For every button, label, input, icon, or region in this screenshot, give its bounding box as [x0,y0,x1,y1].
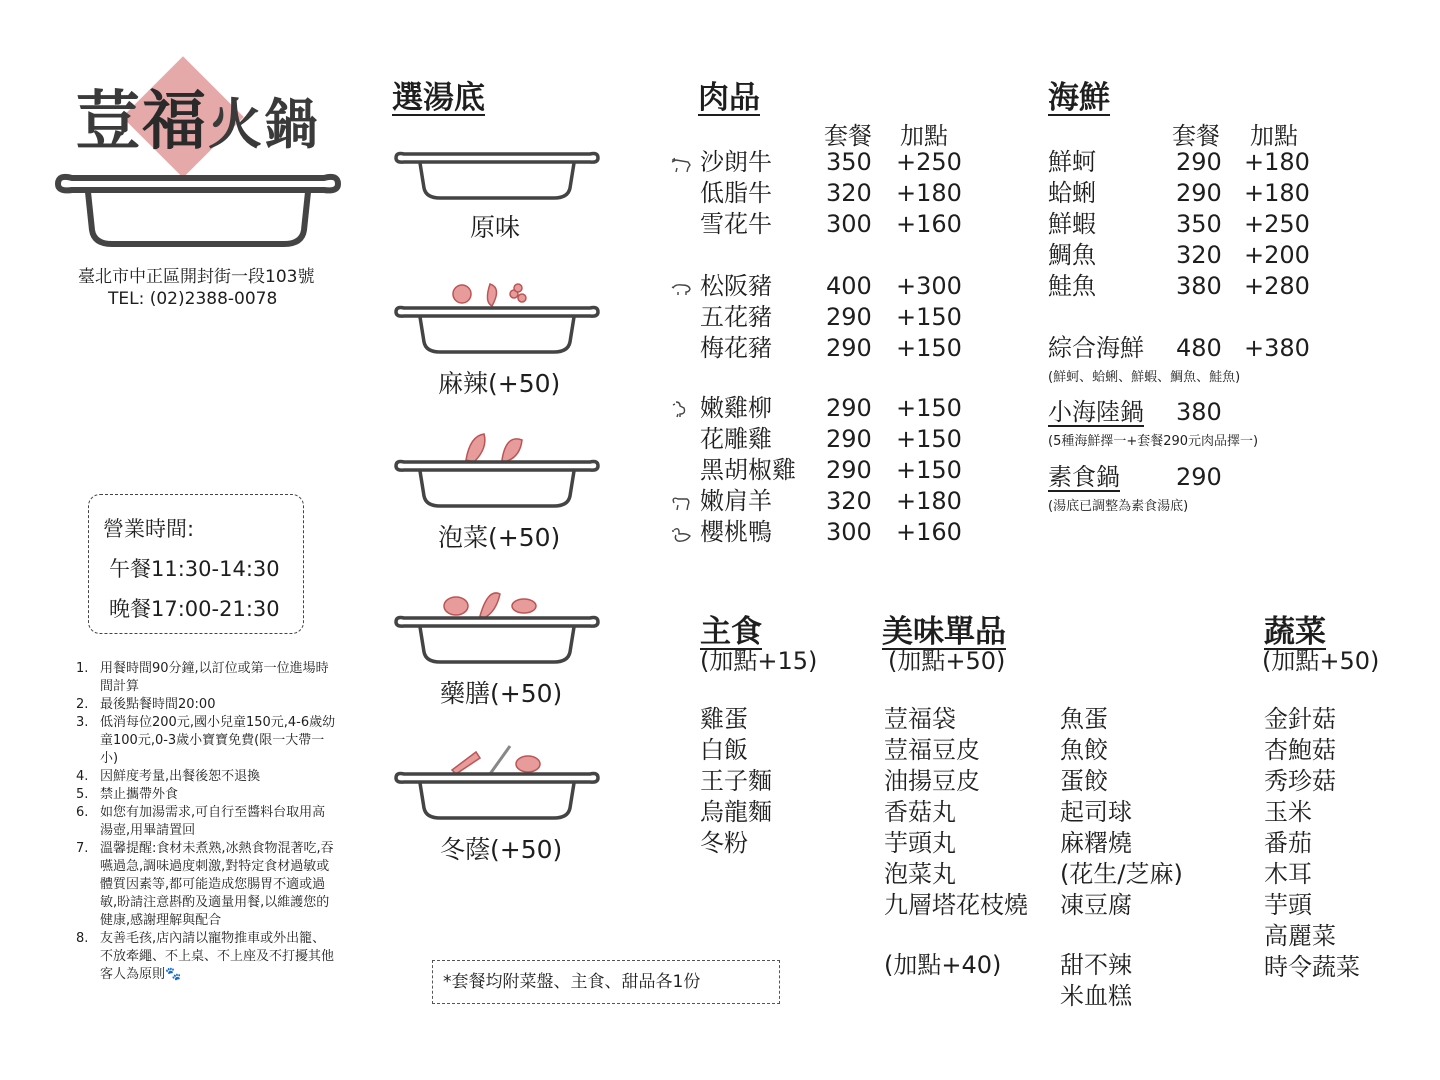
list-item: 烏龍麵 [700,798,772,826]
list-item: 九層塔花枝燒 [884,891,1028,919]
list-item: 冬粉 [700,829,748,857]
soup-item: 泡菜(+50) [438,523,561,552]
hours-title: 營業時間: [103,517,195,541]
soup-pot-icon [392,146,602,202]
list-item: 麻糬燒 [1060,829,1132,857]
veg-title: 蔬菜 [1264,614,1326,650]
rule-item: 2. 最後點餐時間20:00 [76,697,216,712]
logo-char-3: 火鍋 [208,93,320,156]
duck-icon [670,526,692,544]
soup-item: 冬蔭(+50) [440,835,563,864]
veg-list [1264,704,1360,983]
soup-title: 選湯底 [392,80,485,116]
meat-col-set: 套餐 [824,122,872,150]
list-item: 起司球 [1060,798,1132,826]
seafood-combo-note: (鮮蚵、蛤蜊、鮮蝦、鯛魚、鮭魚) [1048,370,1241,385]
single-title: 美味單品 [882,614,1006,650]
hours-lunch: 午餐11:30-14:30 [109,557,280,581]
rule-item: 1. 用餐時間90分鐘,以訂位或第一位進場時間計算 [76,661,329,694]
single-list-3 [1060,950,1132,1012]
herbal-soup-pot-icon [392,586,602,666]
list-item: 蛋餃 [1060,767,1108,795]
rule-item: 6. 如您有加湯需求,可自行至醬料台取用高湯壺,用畢請置回 [76,805,326,838]
small-pot-note: (5種海鮮擇一+套餐290元肉品擇一) [1048,434,1259,449]
list-item: (花生/芝麻) [1060,860,1183,888]
list-item: 高麗菜 [1264,922,1336,950]
list-item: 時令蔬菜 [1264,953,1360,981]
hours-dinner: 晚餐17:00-21:30 [109,597,280,621]
staple-title: 主食 [700,614,762,650]
single-list-1 [884,704,1028,921]
list-item: 芋頭丸 [884,829,956,857]
veg-pot-note: (湯底已調整為素食湯底) [1048,499,1189,514]
rule-item: 8. 友善毛孩,店內請以寵物推車或外出籠、不放牽繩、不上桌、不上座及不打擾其他客人為原則🐾 [76,931,335,982]
seafood-col-set: 套餐 [1172,122,1220,150]
spicy-soup-pot-icon [392,276,602,356]
logo-char-1: 荳 [76,85,142,159]
rule-item: 3. 低消每位200元,國小兒童150元,4-6歲幼童100元,0-3歲小寶寶免費(限一大帶一小) [76,715,336,766]
seafood-col-add: 加點 [1250,122,1298,150]
list-item: 荳福袋 [884,705,956,733]
list-item: 金針菇 [1264,705,1336,733]
address: 臺北市中正區開封街一段103號 [78,267,315,287]
list-item: 玉米 [1264,798,1312,826]
list-item: 木耳 [1264,860,1312,888]
veg-sub: (加點+50) [1262,647,1380,675]
soup-item: 麻辣(+50) [438,369,561,398]
soup-item: 藥膳(+50) [440,679,563,708]
list-item: 米血糕 [1060,982,1132,1010]
kimchi-soup-pot-icon [392,430,602,510]
list-item: 油揚豆皮 [884,767,980,795]
list-item: 魚餃 [1060,736,1108,764]
meat-col-add: 加點 [900,122,948,150]
single-list-2 [1060,704,1183,921]
meat-title: 肉品 [698,80,760,116]
rule-item: 7. 溫馨提醒:食材未煮熟,冰熱食物混著吃,吞嚥過急,調味過度刺激,對特定食材過敏或體質因素等,都可能造成您腸胃不適或過敏,盼請注意斟酌及適量用餐,以維護您的健康,感謝理解與配合 [76,841,334,928]
list-item: 秀珍菇 [1264,767,1336,795]
list-item: 香菇丸 [884,798,956,826]
list-item: 王子麵 [700,767,772,795]
staple-list [700,704,772,859]
list-item: 凍豆腐 [1060,891,1132,919]
list-item: 雞蛋 [700,705,748,733]
seafood-title: 海鮮 [1048,80,1110,116]
list-item: 番茄 [1264,829,1312,857]
sheep-icon [670,494,692,512]
list-item: 泡菜丸 [884,860,956,888]
phone: TEL: (02)2388-0078 [108,289,278,309]
logo [76,70,320,162]
list-item: 芋頭 [1264,891,1312,919]
list-item: 杏鮑菇 [1264,736,1336,764]
single-sub2: (加點+40) [884,951,1002,979]
single-sub: (加點+50) [888,647,1006,675]
rule-item: 5. 禁止攜帶外食 [76,787,179,802]
logo-pot-icon [52,170,344,250]
logo-char-2: 福 [142,85,208,159]
list-item: 白飯 [700,736,748,764]
set-note: *套餐均附菜盤、主食、甜品各1份 [432,960,780,1004]
list-item: 荳福豆皮 [884,736,980,764]
rules-list [76,660,338,984]
address-block [78,266,314,310]
tomyum-soup-pot-icon [392,742,602,822]
soup-item: 原味 [470,213,521,242]
list-item: 魚蛋 [1060,705,1108,733]
chicken-icon [670,400,692,418]
staple-sub: (加點+15) [700,647,818,675]
cow-icon [670,156,692,174]
pig-icon [670,280,692,298]
list-item: 甜不辣 [1060,951,1132,979]
rule-item: 4. 因鮮度考量,出餐後恕不退換 [76,769,261,784]
hours-box [88,494,304,634]
